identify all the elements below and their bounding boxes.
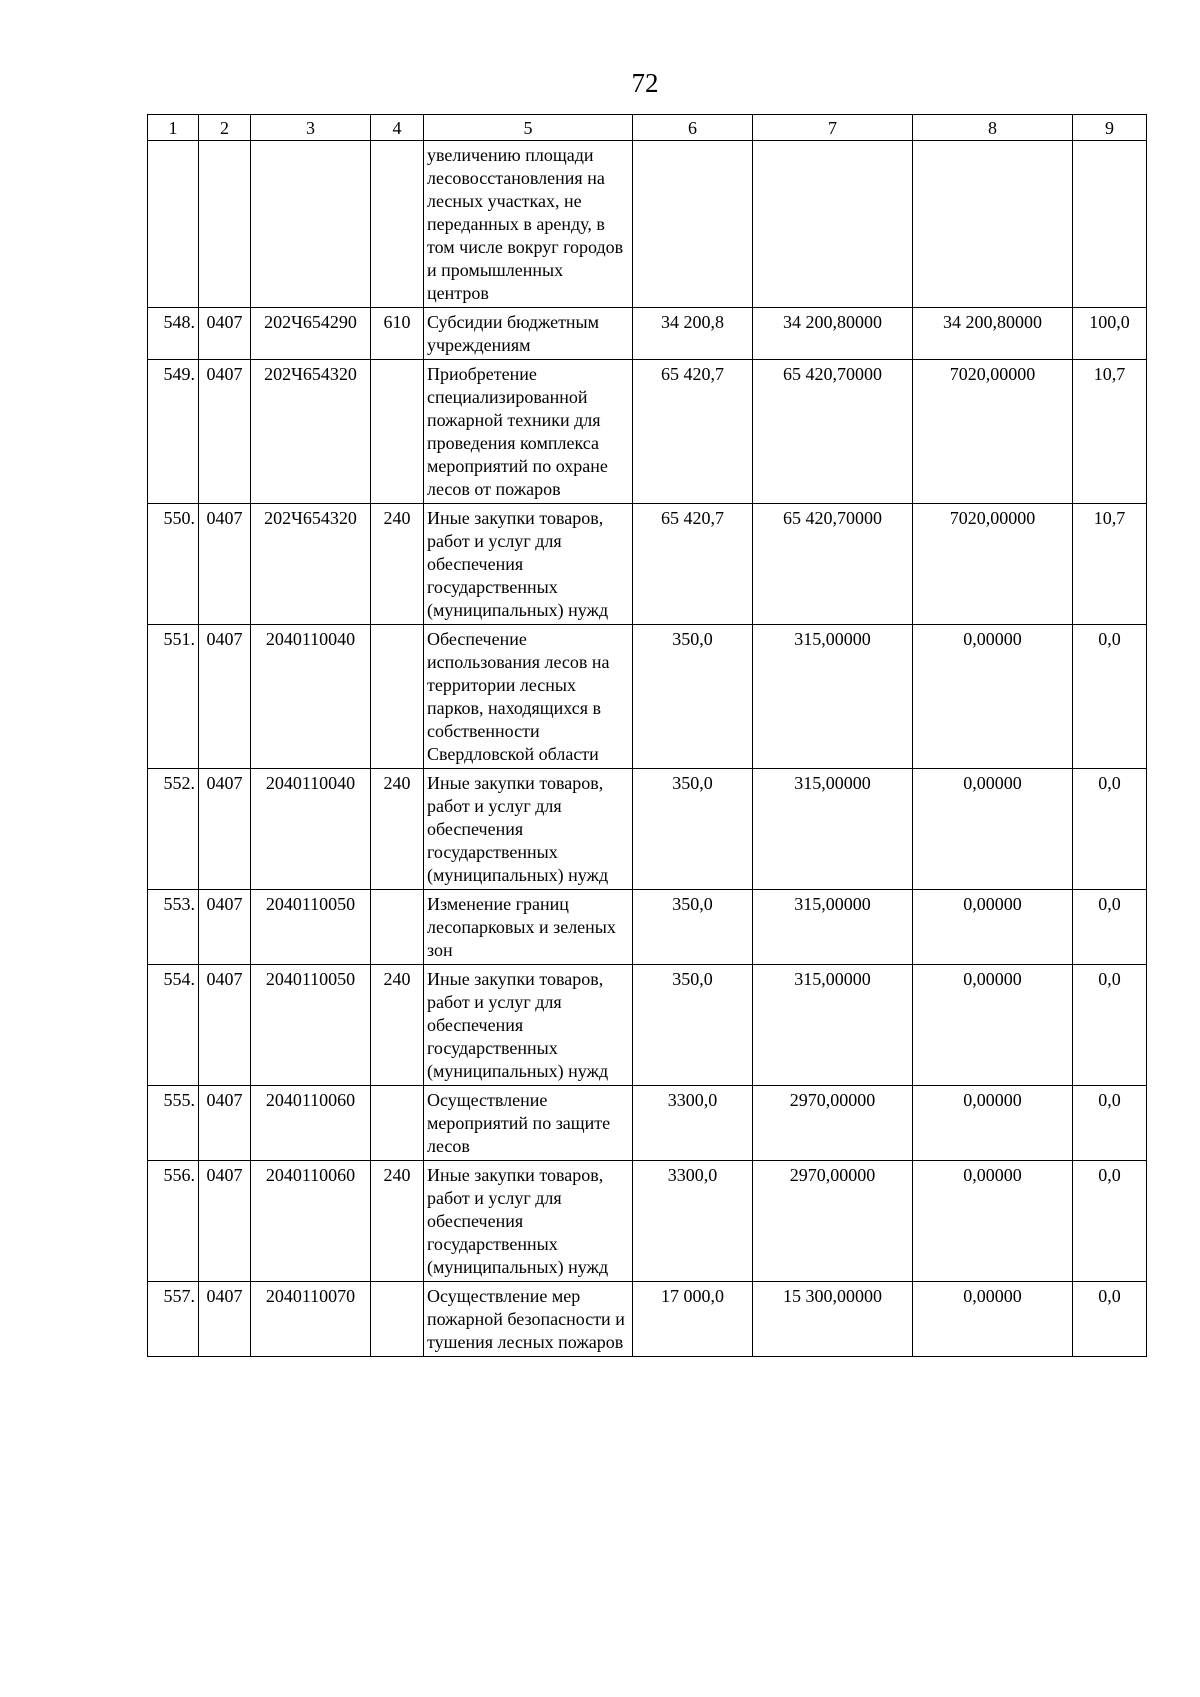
percent-cell: 0,0 [1073,769,1147,890]
approved-amount-cell: 2970,00000 [753,1086,913,1161]
planned-amount-cell: 65 420,7 [633,360,753,504]
header-cell: 9 [1073,115,1147,141]
approved-amount-cell [753,141,913,308]
header-row [148,115,1147,141]
section-code-cell: 0407 [199,308,251,360]
table-row [148,141,1147,308]
percent-cell: 0,0 [1073,965,1147,1086]
table-row [148,308,1147,360]
row-number-cell: 557. [148,1282,199,1357]
approved-amount-cell: 315,00000 [753,890,913,965]
target-code-cell: 2040110060 [251,1086,371,1161]
executed-amount-cell: 0,00000 [913,1161,1073,1282]
header-cell: 2 [199,115,251,141]
target-code-cell: 2040110050 [251,890,371,965]
section-code-cell: 0407 [199,1282,251,1357]
section-code-cell: 0407 [199,504,251,625]
executed-amount-cell: 0,00000 [913,890,1073,965]
section-code-cell: 0407 [199,1161,251,1282]
planned-amount-cell: 34 200,8 [633,308,753,360]
row-number-cell: 553. [148,890,199,965]
approved-amount-cell: 315,00000 [753,965,913,1086]
expense-type-cell: 240 [371,504,424,625]
section-code-cell: 0407 [199,1086,251,1161]
item-name-cell: Иные закупки товаров, работ и услуг для обеспечения государственных (муниципальных) нужд [424,965,633,1086]
target-code-cell: 2040110040 [251,769,371,890]
section-code-cell [199,141,251,308]
header-cell: 1 [148,115,199,141]
target-code-cell: 2040110070 [251,1282,371,1357]
item-name-cell: Изменение границ лесопарковых и зеленых зон [424,890,633,965]
section-code-cell: 0407 [199,360,251,504]
approved-amount-cell: 34 200,80000 [753,308,913,360]
section-code-cell: 0407 [199,769,251,890]
executed-amount-cell: 7020,00000 [913,360,1073,504]
header-cell: 5 [424,115,633,141]
executed-amount-cell: 0,00000 [913,625,1073,769]
executed-amount-cell [913,141,1073,308]
expense-type-cell: 610 [371,308,424,360]
page-number: 72 [631,68,659,98]
expense-type-cell [371,1282,424,1357]
executed-amount-cell: 0,00000 [913,965,1073,1086]
planned-amount-cell: 350,0 [633,625,753,769]
table-row [148,769,1147,890]
executed-amount-cell: 7020,00000 [913,504,1073,625]
planned-amount-cell [633,141,753,308]
planned-amount-cell: 65 420,7 [633,504,753,625]
header-cell: 4 [371,115,424,141]
row-number-cell: 552. [148,769,199,890]
expense-type-cell [371,1086,424,1161]
planned-amount-cell: 3300,0 [633,1161,753,1282]
percent-cell: 0,0 [1073,625,1147,769]
table-row [148,360,1147,504]
header-cell: 3 [251,115,371,141]
expense-type-cell [371,141,424,308]
approved-amount-cell: 65 420,70000 [753,504,913,625]
percent-cell [1073,141,1147,308]
row-number-cell: 548. [148,308,199,360]
table-row [148,625,1147,769]
percent-cell: 10,7 [1073,504,1147,625]
row-number-cell [148,141,199,308]
target-code-cell: 2040110050 [251,965,371,1086]
target-code-cell: 2040110060 [251,1161,371,1282]
expense-type-cell: 240 [371,965,424,1086]
executed-amount-cell: 0,00000 [913,769,1073,890]
planned-amount-cell: 17 000,0 [633,1282,753,1357]
header-cell: 7 [753,115,913,141]
item-name-cell: увеличению площади лесовосстановления на лесных участках, не переданных в аренду, в том числе вокруг городов и промышленных центров [424,141,633,308]
table-row [148,890,1147,965]
header-cell: 6 [633,115,753,141]
item-name-cell: Субсидии бюджетным учреждениям [424,308,633,360]
row-number-cell: 555. [148,1086,199,1161]
header-cell: 8 [913,115,1073,141]
planned-amount-cell: 350,0 [633,890,753,965]
target-code-cell: 202Ч654290 [251,308,371,360]
row-number-cell: 554. [148,965,199,1086]
percent-cell: 0,0 [1073,1282,1147,1357]
section-code-cell: 0407 [199,965,251,1086]
item-name-cell: Обеспечение использования лесов на территории лесных парков, находящихся в собственности Свердловской области [424,625,633,769]
table-row [148,1161,1147,1282]
table-row [148,1086,1147,1161]
executed-amount-cell: 0,00000 [913,1282,1073,1357]
percent-cell: 0,0 [1073,890,1147,965]
item-name-cell: Иные закупки товаров, работ и услуг для обеспечения государственных (муниципальных) нужд [424,1161,633,1282]
item-name-cell: Иные закупки товаров, работ и услуг для обеспечения государственных (муниципальных) нужд [424,769,633,890]
percent-cell: 0,0 [1073,1086,1147,1161]
item-name-cell: Приобретение специализированной пожарной техники для проведения комплекса мероприятий по охране лесов от пожаров [424,360,633,504]
expense-type-cell [371,625,424,769]
executed-amount-cell: 0,00000 [913,1086,1073,1161]
table-row [148,1282,1147,1357]
target-code-cell [251,141,371,308]
item-name-cell: Осуществление мероприятий по защите лесов [424,1086,633,1161]
target-code-cell: 2040110040 [251,625,371,769]
budget-table [147,114,1147,1357]
expense-type-cell [371,360,424,504]
approved-amount-cell: 15 300,00000 [753,1282,913,1357]
planned-amount-cell: 350,0 [633,769,753,890]
planned-amount-cell: 3300,0 [633,1086,753,1161]
row-number-cell: 549. [148,360,199,504]
target-code-cell: 202Ч654320 [251,504,371,625]
table-row [148,504,1147,625]
section-code-cell: 0407 [199,890,251,965]
expense-type-cell [371,890,424,965]
percent-cell: 100,0 [1073,308,1147,360]
table-row [148,965,1147,1086]
approved-amount-cell: 65 420,70000 [753,360,913,504]
expense-type-cell: 240 [371,769,424,890]
executed-amount-cell: 34 200,80000 [913,308,1073,360]
approved-amount-cell: 315,00000 [753,769,913,890]
item-name-cell: Иные закупки товаров, работ и услуг для обеспечения государственных (муниципальных) нужд [424,504,633,625]
row-number-cell: 556. [148,1161,199,1282]
approved-amount-cell: 315,00000 [753,625,913,769]
row-number-cell: 551. [148,625,199,769]
target-code-cell: 202Ч654320 [251,360,371,504]
planned-amount-cell: 350,0 [633,965,753,1086]
percent-cell: 10,7 [1073,360,1147,504]
item-name-cell: Осуществление мер пожарной безопасности и тушения лесных пожаров [424,1282,633,1357]
percent-cell: 0,0 [1073,1161,1147,1282]
approved-amount-cell: 2970,00000 [753,1161,913,1282]
section-code-cell: 0407 [199,625,251,769]
expense-type-cell: 240 [371,1161,424,1282]
row-number-cell: 550. [148,504,199,625]
